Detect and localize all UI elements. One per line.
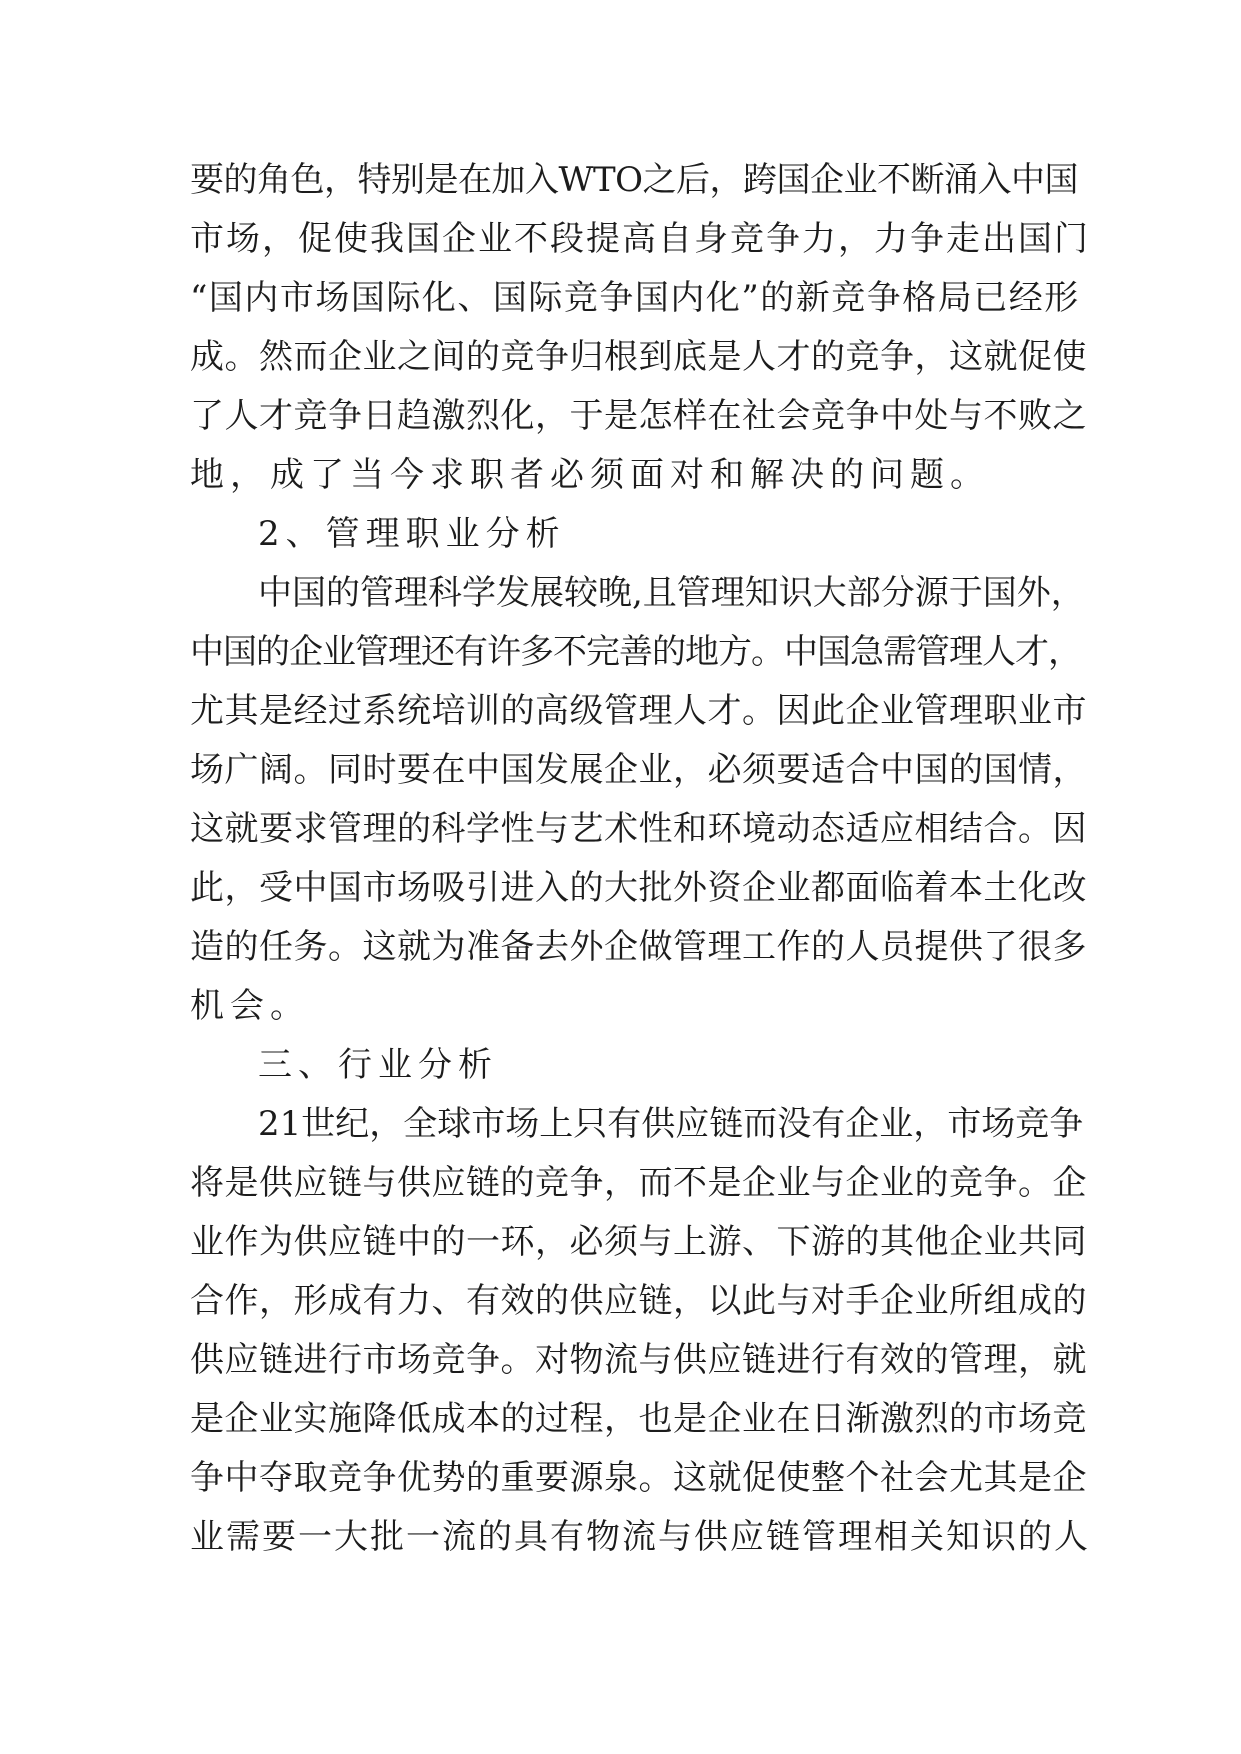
text-line: 21世纪，全球市场上只有供应链而没有企业，市场竞争	[258, 1104, 1084, 1144]
text-line: 机会。	[190, 986, 310, 1026]
text-line: 中国的管理科学发展较晚,且管理知识大部分源于国外，	[258, 573, 1085, 613]
text-line: 要的角色，特别是在加入WTO之后，跨国企业不断涌入中国	[190, 160, 1078, 200]
text-line: 中国的企业管理还有许多不完善的地方。中国急需管理人才，	[190, 632, 1081, 672]
text-line: 尤其是经过系统培训的高级管理人才。因此企业管理职业市	[190, 691, 1087, 731]
text-line: 供应链进行市场竞争。对物流与供应链进行有效的管理，就	[190, 1340, 1087, 1380]
text-line: 将是供应链与供应链的竞争，而不是企业与企业的竞争。企	[190, 1163, 1087, 1203]
text-line: 了人才竞争日趋激烈化，于是怎样在社会竞争中处与不败之	[190, 396, 1087, 436]
text-line: 成。然而企业之间的竞争归根到底是人才的竞争，这就促使	[190, 337, 1087, 377]
text-line: 市场，促使我国企业不段提高自身竞争力，力争走出国门	[190, 219, 1090, 259]
text-line: 是企业实施降低成本的过程，也是企业在日渐激烈的市场竞	[190, 1399, 1087, 1439]
text-line: 业需要一大批一流的具有物流与供应链管理相关知识的人	[190, 1517, 1090, 1557]
text-line: 此，受中国市场吸引进入的大批外资企业都面临着本土化改	[190, 868, 1087, 908]
text-line: 这就要求管理的科学性与艺术性和环境动态适应相结合。因	[190, 809, 1087, 849]
text-line: 场广阔。同时要在中国发展企业，必须要适合中国的国情，	[190, 750, 1087, 790]
section-heading: 2、管理职业分析	[258, 514, 566, 554]
text-line: 争中夺取竞争优势的重要源泉。这就促使整个社会尤其是企	[190, 1458, 1087, 1498]
text-line: 造的任务。这就为准备去外企做管理工作的人员提供了很多	[190, 927, 1087, 967]
text-line: 业作为供应链中的一环，必须与上游、下游的其他企业共同	[190, 1222, 1087, 1262]
text-line: “国内市场国际化、国际竞争国内化”的新竞争格局已经形	[190, 278, 1080, 318]
section-heading: 三、行业分析	[258, 1045, 498, 1085]
text-line: 地，成了当今求职者必须面对和解决的问题。	[190, 455, 990, 495]
text-line: 合作，形成有力、有效的供应链，以此与对手企业所组成的	[190, 1281, 1087, 1321]
